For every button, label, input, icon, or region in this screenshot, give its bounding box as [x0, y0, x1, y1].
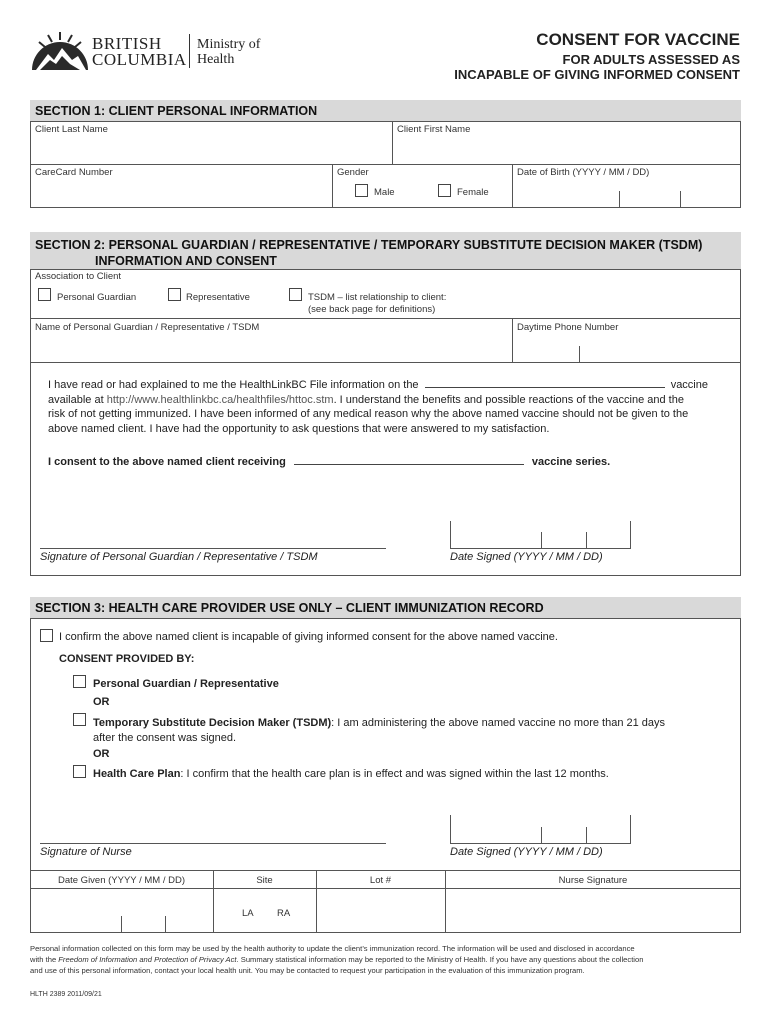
opt-guardian-checkbox[interactable]: [73, 675, 86, 688]
g-date-tick-r: [630, 521, 631, 549]
incapable-confirm-text: I confirm the above named client is incapable of giving informed consent for the above named vaccine.: [59, 631, 558, 643]
lot-field[interactable]: [317, 889, 444, 932]
male-checkbox[interactable]: [355, 184, 368, 197]
opt-tsdm-rest: : I am administering the above named vaccine no more than 21 days: [331, 717, 666, 729]
ministry-line1: Ministry of: [197, 37, 261, 52]
female-checkbox[interactable]: [438, 184, 451, 197]
info-line2-post: . I understand the benefits and possible reactions of the vaccine and the: [333, 393, 684, 406]
info-line4: above named client. I have had the opportunity to ask questions that were answered to my satisfaction.: [48, 422, 550, 435]
female-label: Female: [457, 187, 489, 198]
org-name: [92, 36, 187, 68]
client-first-name-field[interactable]: [393, 136, 740, 163]
vaccine-series-field[interactable]: [294, 464, 524, 465]
guardian-option-label: Personal Guardian: [57, 292, 137, 303]
bc-logo: [30, 30, 90, 72]
col-date-given: Date Given (YYYY / MM / DD): [57, 875, 186, 886]
opt-guardian-label: Personal Guardian / Representative: [93, 678, 279, 690]
privacy-act-name: Freedom of Information and Protection of Privacy Act: [58, 955, 237, 964]
form-subtitle-2: INCAPABLE OF GIVING INFORMED CONSENT: [454, 67, 740, 82]
n-date-tick-1: [541, 827, 542, 843]
client-last-name-label: Client Last Name: [35, 124, 108, 135]
form-title: CONSENT FOR VACCINE: [536, 30, 740, 49]
opt-healthcare-rest: : I confirm that the health care plan is in effect and was signed within the last 12 months.: [180, 768, 609, 780]
phone-label: Daytime Phone Number: [517, 322, 619, 333]
opt-healthcare-text: [93, 768, 609, 780]
form-subtitle-1: FOR ADULTS ASSESSED AS: [562, 52, 740, 67]
gender-label: Gender: [337, 167, 369, 178]
privacy-line3: and use of this personal information, contact your local health unit. You may be contacted to request your participation in the evaluation of this immunization program.: [30, 966, 585, 975]
client-last-name-field[interactable]: [31, 136, 391, 163]
carecard-label: CareCard Number: [35, 167, 113, 178]
carecard-field[interactable]: [31, 179, 331, 207]
client-first-name-label: Client First Name: [397, 124, 471, 135]
privacy-line2: [30, 954, 741, 965]
n-date-baseline: [450, 843, 631, 844]
col-site: Site: [256, 875, 273, 886]
info-line1: [48, 378, 728, 393]
section2-title-line1: SECTION 2: PERSONAL GUARDIAN / REPRESENTATIVE / TEMPORARY SUBSTITUTE DECISION MAKER (TSDM): [35, 238, 703, 252]
section2-title-line2: INFORMATION AND CONSENT: [95, 254, 277, 268]
g-date-tick-2: [586, 532, 587, 549]
site-ra[interactable]: RA: [277, 908, 291, 919]
dob-tick-2: [680, 191, 681, 207]
representative-checkbox[interactable]: [168, 288, 181, 301]
s2-row-divider: [30, 318, 741, 319]
nurse-signature-label: Signature of Nurse: [40, 846, 132, 858]
tsdm-option-label: [308, 292, 446, 316]
opt-tsdm-line2: after the consent was signed.: [93, 731, 237, 744]
org-line1: BRITISH: [92, 34, 162, 53]
s1-row-divider: [30, 164, 741, 165]
male-label: Male: [374, 187, 395, 198]
consent-provided-by: CONSENT PROVIDED BY:: [59, 653, 195, 665]
n-date-tick-l: [450, 815, 451, 843]
tsdm-option-line2: (see back page for definitions): [308, 304, 436, 315]
section3-header: SECTION 3: HEALTH CARE PROVIDER USE ONLY – CLIENT IMMUNIZATION RECORD: [30, 597, 741, 618]
or-2: OR: [93, 748, 110, 760]
guardian-name-label: Name of Personal Guardian / Representative / TSDM: [35, 322, 260, 333]
phone-tick: [579, 346, 580, 362]
g-date-tick-1: [541, 532, 542, 549]
form-code: HLTH 2389 2011/09/21: [30, 991, 102, 998]
date-given-tick-1: [121, 916, 122, 933]
table-top: [30, 870, 741, 871]
opt-healthcare-checkbox[interactable]: [73, 765, 86, 778]
ministry-line2: Health: [197, 52, 235, 67]
site-la[interactable]: LA: [242, 908, 254, 919]
association-label: Association to Client: [35, 271, 122, 282]
org-line2: COLUMBIA: [92, 50, 187, 69]
opt-tsdm-bold: Temporary Substitute Decision Maker (TSDM): [93, 717, 332, 729]
nurse-signature-line[interactable]: [40, 843, 386, 844]
info-paragraph: [48, 378, 728, 436]
privacy-line1: Personal information collected on this form may be used by the health authority to update the client’s immunization record. The information will be used and disclosed in accordance: [30, 944, 635, 953]
privacy-notice: [30, 943, 741, 976]
guardian-name-field[interactable]: [31, 334, 511, 361]
n-date-tick-r: [630, 815, 631, 843]
logo-divider: [189, 34, 190, 68]
guardian-signature-line[interactable]: [40, 548, 386, 549]
bc-sun-mountain-icon: [30, 30, 90, 72]
info-vaccine-word: vaccine: [670, 379, 708, 391]
n-date-tick-2: [586, 827, 587, 843]
nurse-date-label: Date Signed (YYYY / MM / DD): [450, 846, 603, 858]
or-1: OR: [93, 696, 110, 708]
dob-label: Date of Birth (YYYY / MM / DD): [517, 167, 650, 178]
opt-healthcare-bold: Health Care Plan: [93, 768, 181, 780]
dob-field[interactable]: [513, 182, 740, 207]
consent-text-2: vaccine series.: [531, 456, 611, 468]
phone-field[interactable]: [513, 334, 740, 361]
date-given-tick-2: [165, 916, 166, 933]
guardian-signature-label: Signature of Personal Guardian / Representative / TSDM: [40, 551, 318, 563]
col-nurse-signature: Nurse Signature: [558, 875, 628, 886]
g-date-tick-l: [450, 521, 451, 549]
guardian-date-label: Date Signed (YYYY / MM / DD): [450, 551, 603, 563]
section2-header: [30, 232, 741, 269]
tsdm-checkbox[interactable]: [289, 288, 302, 301]
info-line2: [48, 393, 728, 408]
vaccine-name-field[interactable]: [425, 387, 665, 388]
consent-statement: [48, 455, 610, 470]
consent-text-1: I consent to the above named client receiving: [48, 456, 286, 468]
g-date-baseline: [450, 548, 631, 549]
opt-tsdm-line1: [93, 716, 665, 731]
s2-row-divider-2: [30, 362, 741, 363]
privacy-line2-post: . Summary statistical information may be reported to the Ministry of Health. If you have any questions about the collection: [236, 955, 644, 964]
opt-tsdm-text: [93, 716, 665, 745]
nurse-signature-field[interactable]: [446, 889, 740, 932]
guardian-checkbox[interactable]: [38, 288, 51, 301]
info-line2-pre: available at: [48, 393, 104, 406]
section1-header: SECTION 1: CLIENT PERSONAL INFORMATION: [30, 100, 741, 121]
representative-option-label: Representative: [186, 292, 250, 303]
ministry-name: [197, 37, 260, 67]
incapable-confirm-checkbox[interactable]: [40, 629, 53, 642]
s1-divider-gender: [332, 164, 333, 208]
dob-tick-1: [619, 191, 620, 207]
col-lot: Lot #: [369, 875, 392, 886]
opt-tsdm-checkbox[interactable]: [73, 713, 86, 726]
tsdm-option-line1: TSDM – list relationship to client:: [308, 292, 447, 303]
healthlinkbc-link[interactable]: http://www.healthlinkbc.ca/healthfiles/httoc.stm: [106, 393, 334, 406]
info-line3: risk of not getting immunized. I have been informed of any medical reason why the above named vaccine should not be given to the: [48, 408, 689, 420]
info-line1-text: I have read or had explained to me the HealthLinkBC File information on the: [48, 379, 419, 391]
privacy-line2-pre: with the: [30, 955, 59, 964]
